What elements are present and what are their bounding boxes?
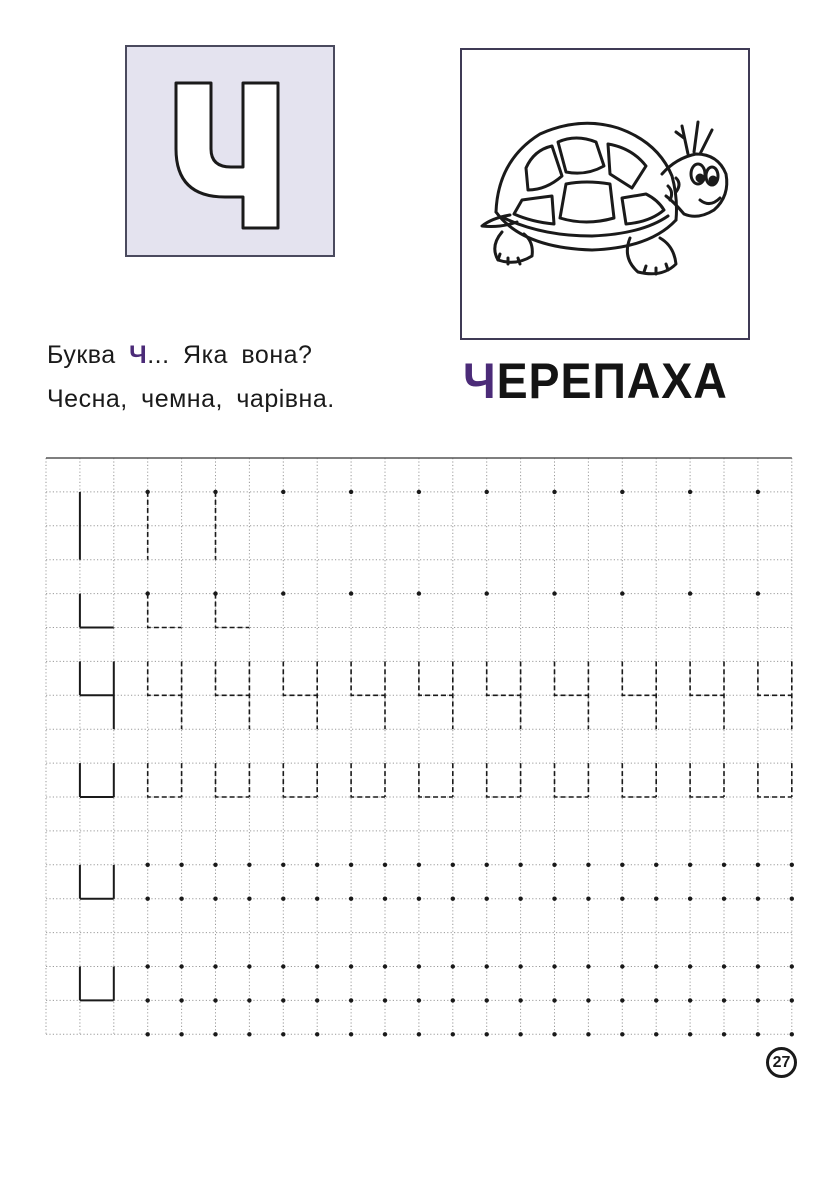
guide-dot — [213, 998, 217, 1002]
guide-dot — [586, 998, 590, 1002]
guide-dot — [790, 1032, 794, 1036]
picture-word-first-letter: Ч — [463, 353, 497, 409]
guide-dot — [213, 1032, 217, 1036]
rhyme-line-2: Чесна, чемна, чарівна. — [47, 385, 335, 413]
rhyme-letter: Ч — [129, 341, 148, 369]
guide-dot — [485, 591, 489, 595]
guide-dot — [620, 964, 624, 968]
guide-dot — [790, 998, 794, 1002]
guide-dot — [586, 863, 590, 867]
guide-dot — [417, 863, 421, 867]
guide-dot — [722, 863, 726, 867]
guide-dot — [552, 863, 556, 867]
guide-dot — [756, 998, 760, 1002]
trace-letter — [419, 763, 453, 797]
guide-dot — [620, 490, 624, 494]
guide-dot — [349, 591, 353, 595]
guide-dot — [281, 897, 285, 901]
guide-dot — [518, 964, 522, 968]
guide-dot — [654, 897, 658, 901]
guide-dot — [451, 998, 455, 1002]
guide-dot — [383, 964, 387, 968]
trace-letter — [690, 661, 724, 729]
guide-dot — [722, 964, 726, 968]
guide-dot — [518, 1032, 522, 1036]
guide-dot — [213, 863, 217, 867]
guide-dot — [179, 1032, 183, 1036]
guide-dot — [146, 1032, 150, 1036]
guide-dot — [688, 863, 692, 867]
trace-letter — [555, 763, 589, 797]
guide-dot — [247, 998, 251, 1002]
guide-dot — [654, 998, 658, 1002]
guide-dot — [315, 964, 319, 968]
guide-dot — [179, 897, 183, 901]
guide-dot — [485, 1032, 489, 1036]
guide-dot — [146, 897, 150, 901]
guide-dot — [654, 964, 658, 968]
guide-dot — [552, 998, 556, 1002]
trace-letter — [148, 594, 182, 628]
guide-dot — [790, 964, 794, 968]
guide-dot — [756, 863, 760, 867]
guide-dot — [281, 1032, 285, 1036]
guide-dot — [349, 897, 353, 901]
guide-dot — [722, 897, 726, 901]
guide-dot — [620, 863, 624, 867]
guide-dot — [518, 897, 522, 901]
guide-dot — [146, 863, 150, 867]
guide-dot — [552, 591, 556, 595]
guide-dot — [349, 1032, 353, 1036]
guide-dot — [281, 591, 285, 595]
guide-dot — [247, 964, 251, 968]
guide-dot — [315, 897, 319, 901]
guide-dot — [518, 863, 522, 867]
guide-dot — [383, 863, 387, 867]
guide-dot — [179, 964, 183, 968]
picture-word-rest: ЕРЕПАХА — [496, 353, 728, 409]
trace-letter — [690, 763, 724, 797]
page-number: 27 — [766, 1047, 797, 1078]
guide-dot — [654, 863, 658, 867]
guide-dot — [586, 964, 590, 968]
dashed-letters — [148, 492, 792, 797]
guide-dot — [451, 863, 455, 867]
guide-dot — [417, 897, 421, 901]
trace-letter — [148, 661, 182, 729]
grid-dots — [146, 490, 795, 1037]
guide-dot — [179, 998, 183, 1002]
guide-dot — [213, 964, 217, 968]
guide-dot — [688, 490, 692, 494]
trace-letter — [283, 763, 317, 797]
trace-letter — [758, 661, 792, 729]
guide-dot — [688, 897, 692, 901]
guide-dot — [688, 1032, 692, 1036]
guide-dot — [688, 964, 692, 968]
guide-dot — [213, 897, 217, 901]
guide-dot — [756, 1032, 760, 1036]
guide-dot — [349, 863, 353, 867]
guide-dot — [417, 998, 421, 1002]
grid-lines — [46, 458, 792, 1034]
guide-dot — [552, 897, 556, 901]
guide-dot — [451, 964, 455, 968]
guide-dot — [620, 591, 624, 595]
guide-dot — [417, 490, 421, 494]
guide-dot — [349, 964, 353, 968]
guide-dot — [417, 964, 421, 968]
guide-dot — [146, 998, 150, 1002]
trace-letter — [622, 661, 656, 729]
guide-dot — [485, 863, 489, 867]
trace-letter — [148, 763, 182, 797]
rhyme-line-1-before: Буква — [47, 341, 116, 369]
guide-dot — [518, 998, 522, 1002]
guide-dot — [417, 591, 421, 595]
guide-dot — [485, 490, 489, 494]
guide-dot — [586, 1032, 590, 1036]
guide-dot — [756, 591, 760, 595]
guide-dot — [654, 1032, 658, 1036]
guide-dot — [349, 490, 353, 494]
guide-dot — [620, 897, 624, 901]
guide-dot — [552, 1032, 556, 1036]
guide-dot — [688, 998, 692, 1002]
guide-dot — [722, 998, 726, 1002]
guide-dot — [315, 998, 319, 1002]
guide-dot — [451, 1032, 455, 1036]
guide-dot — [281, 490, 285, 494]
guide-dot — [315, 1032, 319, 1036]
guide-dot — [756, 490, 760, 494]
guide-dot — [790, 863, 794, 867]
guide-dot — [281, 863, 285, 867]
rhyme-line-1-after: ... Яка вона? — [147, 341, 313, 369]
guide-dot — [688, 591, 692, 595]
guide-dot — [315, 863, 319, 867]
guide-dot — [586, 897, 590, 901]
guide-dot — [281, 998, 285, 1002]
trace-letter — [622, 763, 656, 797]
guide-dot — [281, 964, 285, 968]
model-letters — [80, 492, 114, 1001]
guide-dot — [146, 964, 150, 968]
guide-dot — [247, 1032, 251, 1036]
trace-letter — [758, 763, 792, 797]
guide-dot — [247, 863, 251, 867]
guide-dot — [485, 897, 489, 901]
trace-letter — [216, 594, 250, 628]
guide-dot — [485, 964, 489, 968]
guide-dot — [756, 897, 760, 901]
guide-dot — [485, 998, 489, 1002]
guide-dot — [247, 897, 251, 901]
guide-dot — [349, 998, 353, 1002]
guide-dot — [451, 897, 455, 901]
trace-letter — [351, 763, 385, 797]
guide-dot — [383, 897, 387, 901]
guide-dot — [383, 1032, 387, 1036]
guide-dot — [552, 490, 556, 494]
guide-dot — [620, 998, 624, 1002]
guide-dot — [417, 1032, 421, 1036]
guide-dot — [790, 897, 794, 901]
guide-dot — [383, 998, 387, 1002]
guide-dot — [722, 1032, 726, 1036]
guide-dot — [552, 964, 556, 968]
trace-letter — [487, 763, 521, 797]
trace-letter — [216, 763, 250, 797]
guide-dot — [179, 863, 183, 867]
guide-dot — [756, 964, 760, 968]
guide-dot — [620, 1032, 624, 1036]
